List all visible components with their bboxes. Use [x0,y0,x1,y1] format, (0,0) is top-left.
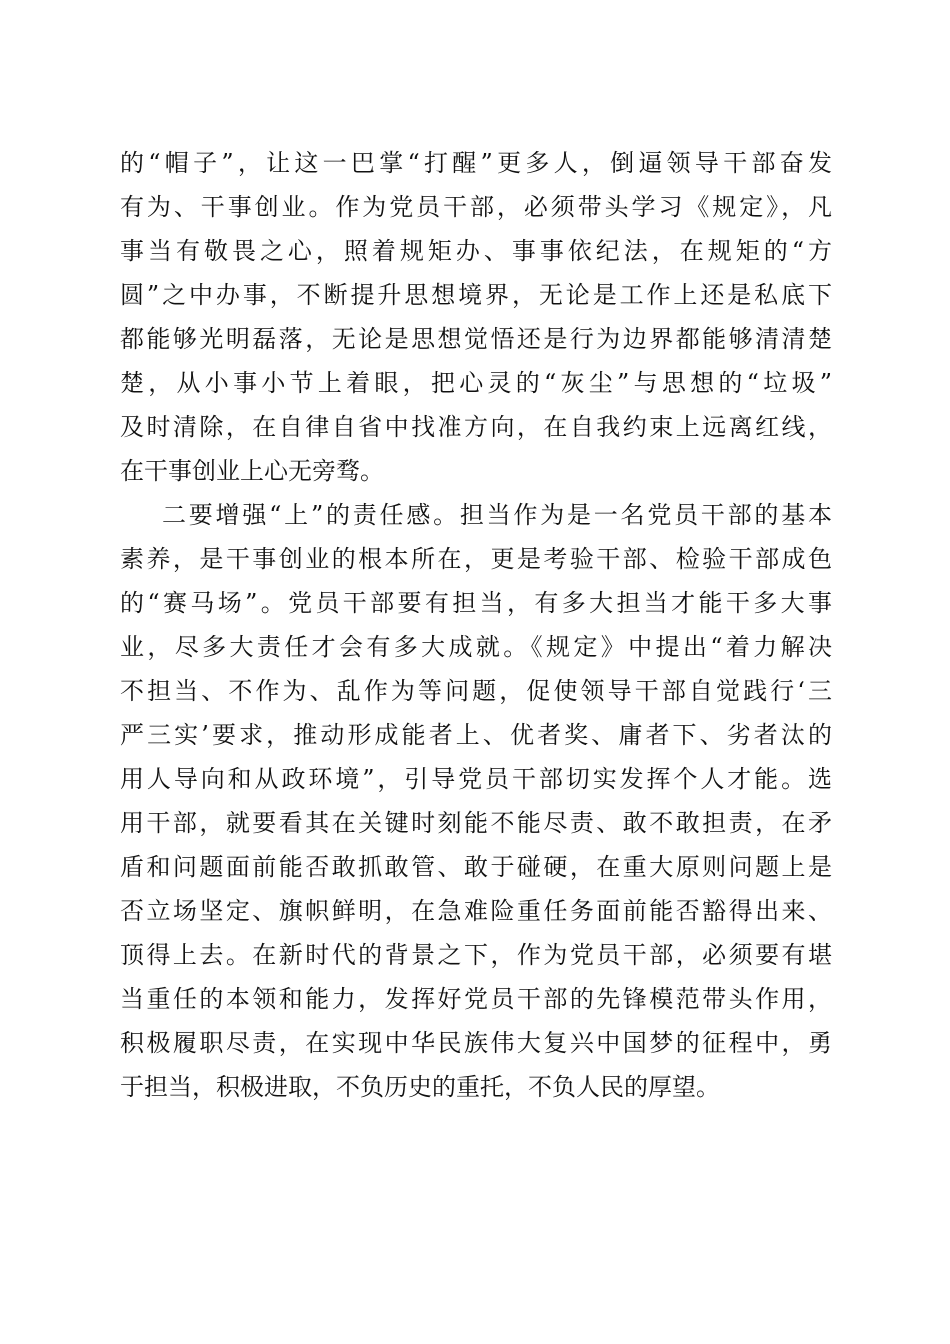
paragraph-2-line: 素养，是干事创业的根本所在，更是考验干部、检验干部成色 [120,545,832,573]
paragraph-1-line: 都能够光明磊落，无论是思想觉悟还是行为边界都能够清清楚 [120,325,832,353]
paragraph-1-line: 在干事创业上心无旁骛。 [120,457,384,485]
paragraph-1-line: 有为、干事创业。作为党员干部，必须带头学习《规定》，凡 [120,193,832,221]
paragraph-2-line: 业，尽多大责任才会有多大成就。《规定》中提出“着力解决 [120,633,832,661]
document-body [120,141,832,1109]
paragraph-2-line: 不担当、不作为、乱作为等问题，促使领导干部自觉践行‘三 [120,677,832,705]
paragraph-2-line: 当重任的本领和能力，发挥好党员干部的先锋模范带头作用， [120,985,832,1013]
paragraph-2-line: 用人导向和从政环境”，引导党员干部切实发挥个人才能。选 [120,765,832,793]
paragraph-2-line: 严三实’要求，推动形成能者上、优者奖、庸者下、劣者汰的 [120,721,832,749]
paragraph-1-line: 楚，从小事小节上着眼，把心灵的“灰尘”与思想的“垃圾” [120,369,832,397]
paragraph-2 [120,493,832,1109]
paragraph-2-line: 积极履职尽责，在实现中华民族伟大复兴中国梦的征程中，勇 [120,1029,832,1057]
paragraph-2-line: 二要增强“上”的责任感。担当作为是一名党员干部的基本 [162,501,832,529]
paragraph-2-line: 于担当，积极进取，不负历史的重托，不负人民的厚望。 [120,1073,720,1101]
paragraph-2-line: 用干部，就要看其在关键时刻能不能尽责、敢不敢担责，在矛 [120,809,832,837]
paragraph-2-line: 否立场坚定、旗帜鲜明，在急难险重任务面前能否豁得出来、 [120,897,832,925]
paragraph-1-line: 圆”之中办事，不断提升思想境界，无论是工作上还是私底下 [120,281,832,309]
paragraph-2-line: 顶得上去。在新时代的背景之下，作为党员干部，必须要有堪 [120,941,832,969]
paragraph-1-line: 事当有敬畏之心，照着规矩办、事事依纪法，在规矩的“方 [120,237,832,265]
paragraph-2-line: 的“赛马场”。党员干部要有担当，有多大担当才能干多大事 [120,589,832,617]
paragraph-1-line: 及时清除，在自律自省中找准方向，在自我约束上远离红线， [120,413,832,441]
paragraph-1-line: 的“帽子”，让这一巴掌“打醒”更多人，倒逼领导干部奋发 [120,149,832,177]
paragraph-1 [120,141,832,493]
paragraph-2-line: 盾和问题面前能否敢抓敢管、敢于碰硬，在重大原则问题上是 [120,853,832,881]
